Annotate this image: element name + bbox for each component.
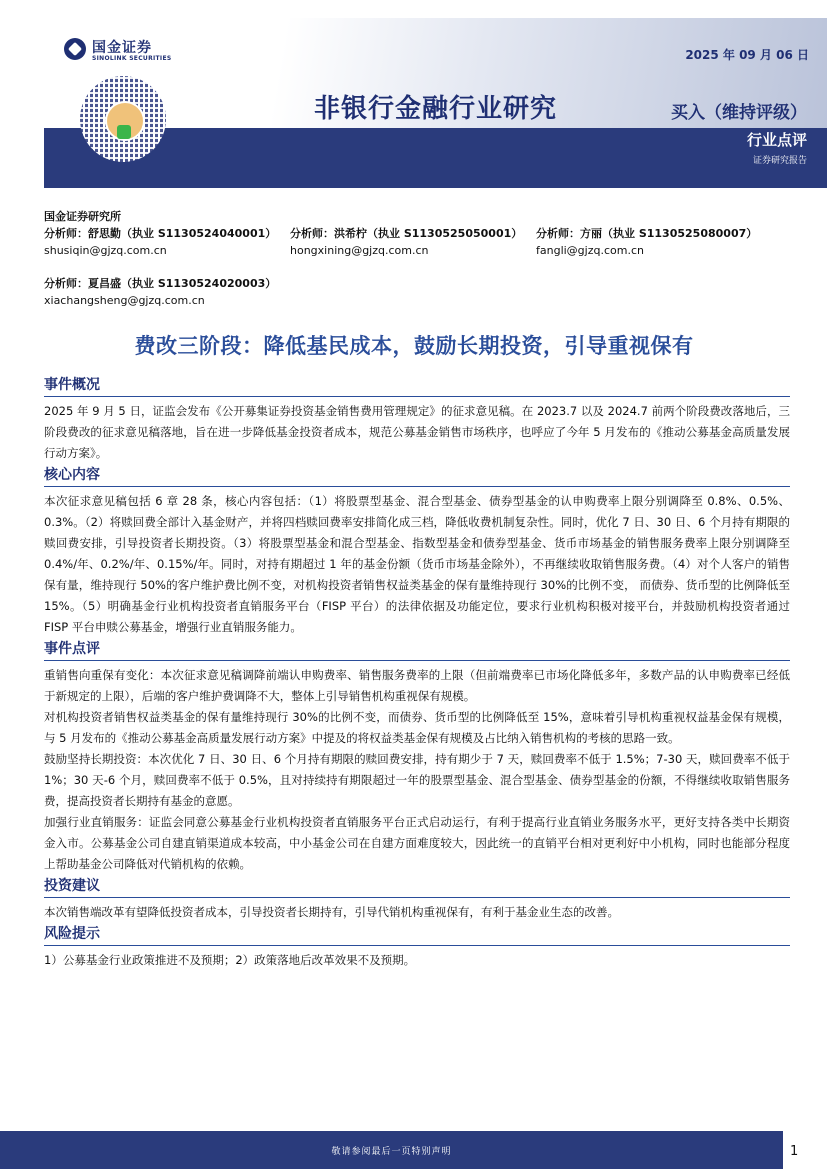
analyst-email[interactable]: fangli@gjzq.com.cn [536, 244, 644, 257]
section-title-core: 核心内容 [44, 467, 100, 483]
paragraph: 2025 年 9 月 5 日，证监会发布《公开募集证券投资基金销售费用管理规定》的征求意见稿。在 2023.7 以及 2024.7 前两个阶段费改落地后，三阶段费改的征求意见稿落地，旨在进一步降低基金投资者成本，规范公募基金销售市场秩序，也呼应了今年 5 月发布的《推动公募基金高质量发展行动方案》。 [44, 404, 790, 460]
paragraph: 1）公募基金行业政策推进不及预期；2）政策落地后改革效果不及预期。 [44, 953, 416, 967]
analyst-name: 分析师：方丽（执业 S1130525080007） [536, 227, 758, 240]
analyst-name: 分析师：洪希柠（执业 S1130525050001） [290, 227, 523, 240]
analyst-row [44, 275, 804, 309]
paragraph: 本次销售端改革有望降低投资者成本，引导投资者长期持有，引导代销机构重视保有，有利于基金业生态的改善。 [44, 905, 619, 919]
sinolink-logo-icon [64, 38, 86, 60]
logo-english-text: SINOLINK SECURITIES [92, 55, 172, 62]
report-date: 2025 年 09 月 06 日 [685, 48, 809, 62]
paragraph: 本次征求意见稿包括 6 章 28 条，核心内容包括：（1）将股票型基金、混合型基金、债券型基金的认申购费率上限分别调降至 0.8%、0.5%、0.3%。（2）将赎回费全部计入基金财产，并将四档赎回费率安排简化成三档，降低收费机制复杂性。同时，优化 7 日、30 日、6 个月持有期限的赎回费安排，引导投资者长期投资。（3）将股票型基金和混合型基金、指数型基金和债券型基金、货币市场基金的销售服务费率上限分别调降至 0.4%/年、0.2%/年、0.15%/年。同时，对持有期超过 1 年的基金份额（货币市场基金除外），不再继续收取销售服务费。（4）对个人客户的销售保有量，维持现行 50%的客户维护费比例不变，对机构投资者销售权益类基金的保有量维持现行 30%的比例不变， 而债券、货币型的比例降低至 15%。（5）明确基金行业机构投资者直销服务平台（FISP 平台）的法律依据及功能定位，要求行业机构积极对接平台，并鼓励机构投资者通过 FISP 平台申赎公募基金，增强行业直销服务能力。 [44, 494, 790, 634]
analyst-email[interactable]: xiachangsheng@gjzq.com.cn [44, 294, 205, 307]
footer-bar [0, 1131, 783, 1169]
paragraph: 对机构投资者销售权益类基金的保有量维持现行 30%的比例不变，而债券、货币型的比例降低至 15%，意味着引导机构重视权益基金保有规模，与 5 月发布的《推动公募基金高质量发展行动方案》中提及的将权益类基金保有规模及占比纳入销售机构的考核的思路一致。 [44, 710, 790, 745]
report-headline: 费改三阶段：降低基民成本，鼓励长期投资，引导重视保有 [134, 334, 694, 358]
page-number: 1 [790, 1144, 799, 1159]
section-title-risk: 风险提示 [44, 926, 100, 942]
section-title-review: 事件点评 [44, 641, 100, 657]
section-title-overview: 事件概况 [44, 377, 100, 393]
analyst-card [44, 225, 290, 259]
section-divider [44, 897, 790, 898]
report-body [44, 374, 790, 971]
section-divider [44, 660, 790, 661]
analyst-card [44, 275, 290, 309]
paragraph: 鼓励坚持长期投资：本次优化 7 日、30 日、6 个月持有期限的赎回费安排，持有期少于 7 天，赎回费率不低于 1.5%；7-30 天，赎回费率不低于 1%；30 天-6 个月，赎回费率不低于 0.5%，且对持续持有期限超过一年的股票型基金、混合型基金、债券型基金的份额，不得继续收取销售服务费，提高投资者长期持有基金的意愿。 [44, 752, 790, 808]
logo-text: 国金证券 [92, 40, 152, 56]
paragraph: 重销售向重保有变化：本次征求意见稿调降前端认申购费率、销售服务费率的上限（但前端费率已市场化降低多年，多数产品的认申购费率已经低于新规定的上限），后端的客户维护费调降不大，整体上引导销售机构重视保有规模。 [44, 668, 790, 703]
section-divider [44, 396, 790, 397]
footer-disclaimer[interactable]: 敬请参阅最后一页特别声明 [331, 1147, 452, 1157]
section-divider [44, 486, 790, 487]
analyst-name: 分析师：夏昌盛（执业 S1130524020003） [44, 277, 277, 290]
section-title-advice: 投资建议 [44, 878, 100, 894]
analyst-row [44, 225, 804, 259]
analyst-email[interactable]: shusiqin@gjzq.com.cn [44, 244, 167, 257]
analyst-card [536, 225, 782, 259]
report-subtype: 证券研究报告 [752, 156, 807, 166]
paragraph: 加强行业直销服务：证监会同意公募基金行业机构投资者直销服务平台正式启动运行，有利于提高行业直销业务服务水平，更好支持各类中长期资金入市。公募基金公司自建直销渠道成本较高，中小基金公司在自建方面难度较大，因此统一的直销平台相对更利好中小机构，同时也能部分程度上帮助基金公司降低对代销机构的依赖。 [44, 815, 790, 871]
analyst-card [290, 225, 536, 259]
header-banner [44, 18, 827, 188]
rating-label: 买入（维持评级） [671, 103, 807, 123]
analyst-name: 分析师：舒思勤（执业 S1130524040001） [44, 227, 277, 240]
section-divider [44, 945, 790, 946]
report-title: 非银行金融行业研究 [313, 94, 557, 124]
analyst-email[interactable]: hongxining@gjzq.com.cn [290, 244, 429, 257]
report-type: 行业点评 [746, 131, 807, 149]
institute-name: 国金证券研究所 [44, 210, 121, 223]
analyst-block [44, 208, 804, 309]
